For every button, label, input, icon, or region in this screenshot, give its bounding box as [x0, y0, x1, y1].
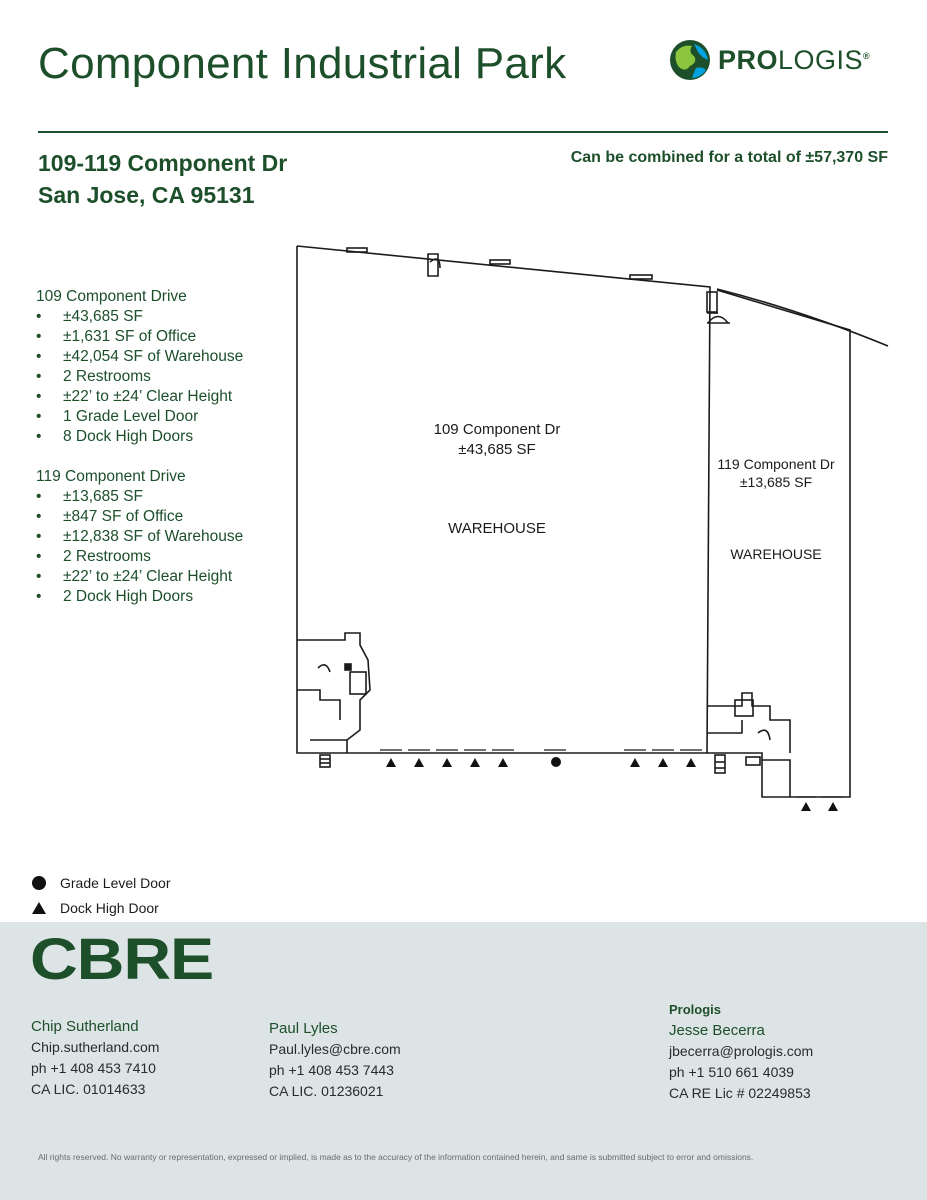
contact-license: CA LIC. 01014633	[31, 1081, 146, 1097]
dock-door-marker	[442, 758, 452, 767]
spec-item: • 2 Restrooms	[36, 547, 243, 567]
spec-item: • 1 Grade Level Door	[36, 407, 243, 427]
spec-item: • 8 Dock High Doors	[36, 427, 243, 447]
building-109-outline	[297, 246, 710, 753]
globe-icon	[668, 38, 712, 82]
unit-119-name: 119 Component Dr	[717, 456, 835, 472]
spec-item: • ±12,838 SF of Warehouse	[36, 527, 243, 547]
spec-item: • ±42,054 SF of Warehouse	[36, 347, 243, 367]
contact-name: Paul Lyles	[269, 1020, 338, 1037]
spec-item: • ±1,631 SF of Office	[36, 327, 243, 347]
spec-heading-109: 109 Component Drive	[36, 288, 187, 305]
spec-item: • ±22’ to ±24’ Clear Height	[36, 567, 243, 587]
address-line1: 109-119 Component Dr	[38, 150, 288, 176]
grade-door-marker	[551, 757, 561, 767]
dock-door-marker	[630, 758, 640, 767]
svg-text:CBRE: CBRE	[30, 934, 213, 984]
contact-email[interactable]: Paul.lyles@cbre.com	[269, 1041, 401, 1057]
building-119-outline	[707, 290, 850, 797]
disclaimer: All rights reserved. No warranty or representation, expressed or implied, is made as to the accuracy of the information contained herein, and same is submitted subject to error and omissions.	[38, 1152, 754, 1162]
dock-door-marker	[386, 758, 396, 767]
dock-door-marker	[658, 758, 668, 767]
contact-email[interactable]: Chip.sutherland.com	[31, 1039, 160, 1055]
spec-item: • ±43,685 SF	[36, 307, 243, 327]
combined-note: Can be combined for a total of ±57,370 SF	[570, 149, 888, 166]
address-line2: San Jose, CA 95131	[38, 182, 255, 208]
header-divider	[38, 131, 888, 133]
contact-phone: ph +1 510 661 4039	[669, 1064, 794, 1080]
floor-plan	[280, 235, 900, 825]
dock-door-marker	[470, 758, 480, 767]
cbre-logo	[30, 934, 215, 984]
dock-door-icon	[32, 902, 46, 914]
contact-license: CA RE Lic # 02249853	[669, 1085, 811, 1101]
dock-door-marker	[498, 758, 508, 767]
spec-item: • 2 Restrooms	[36, 367, 243, 387]
spec-heading-119: 119 Component Drive	[36, 468, 186, 485]
spec-list-109	[36, 307, 243, 447]
dock-door-marker	[828, 802, 838, 811]
building-specs	[36, 287, 243, 627]
prologis-wordmark: PROLOGIS®	[718, 44, 871, 75]
unit-109-name: 109 Component Dr	[433, 421, 561, 438]
dock-door-marker	[414, 758, 424, 767]
dock-door-marker	[686, 758, 696, 767]
contact-name: Jesse Becerra	[669, 1022, 765, 1039]
contact-card	[31, 1016, 159, 1100]
dock-door-marker	[801, 802, 811, 811]
contact-phone: ph +1 408 453 7410	[31, 1060, 156, 1076]
grade-door-icon	[32, 876, 46, 890]
contact-name: Chip Sutherland	[31, 1018, 139, 1035]
contact-company: Prologis	[669, 1002, 722, 1017]
contact-phone: ph +1 408 453 7443	[269, 1062, 394, 1078]
page-title: Component Industrial Park	[38, 39, 567, 88]
footer	[0, 922, 927, 1200]
spec-item: • ±13,685 SF	[36, 487, 243, 507]
legend-dock	[32, 895, 171, 920]
door-legend	[32, 870, 171, 920]
property-address	[38, 147, 287, 211]
prologis-logo	[668, 38, 898, 82]
spec-item: • 2 Dock High Doors	[36, 587, 243, 607]
legend-grade	[32, 870, 171, 895]
unit-119-label: WAREHOUSE	[730, 546, 822, 562]
unit-119-area: ±13,685 SF	[739, 474, 813, 490]
spec-item: • ±847 SF of Office	[36, 507, 243, 527]
spec-item: • ±22’ to ±24’ Clear Height	[36, 387, 243, 407]
legend-grade-label: Grade Level Door	[60, 874, 171, 891]
contact-card	[269, 1018, 401, 1102]
contact-license: CA LIC. 01236021	[269, 1083, 384, 1099]
legend-dock-label: Dock High Door	[60, 899, 159, 916]
contact-email[interactable]: jbecerra@prologis.com	[669, 1043, 814, 1059]
unit-109-label: WAREHOUSE	[448, 520, 546, 537]
unit-109-area: ±43,685 SF	[458, 441, 536, 458]
spec-list-119	[36, 487, 243, 607]
contact-card	[669, 999, 813, 1104]
